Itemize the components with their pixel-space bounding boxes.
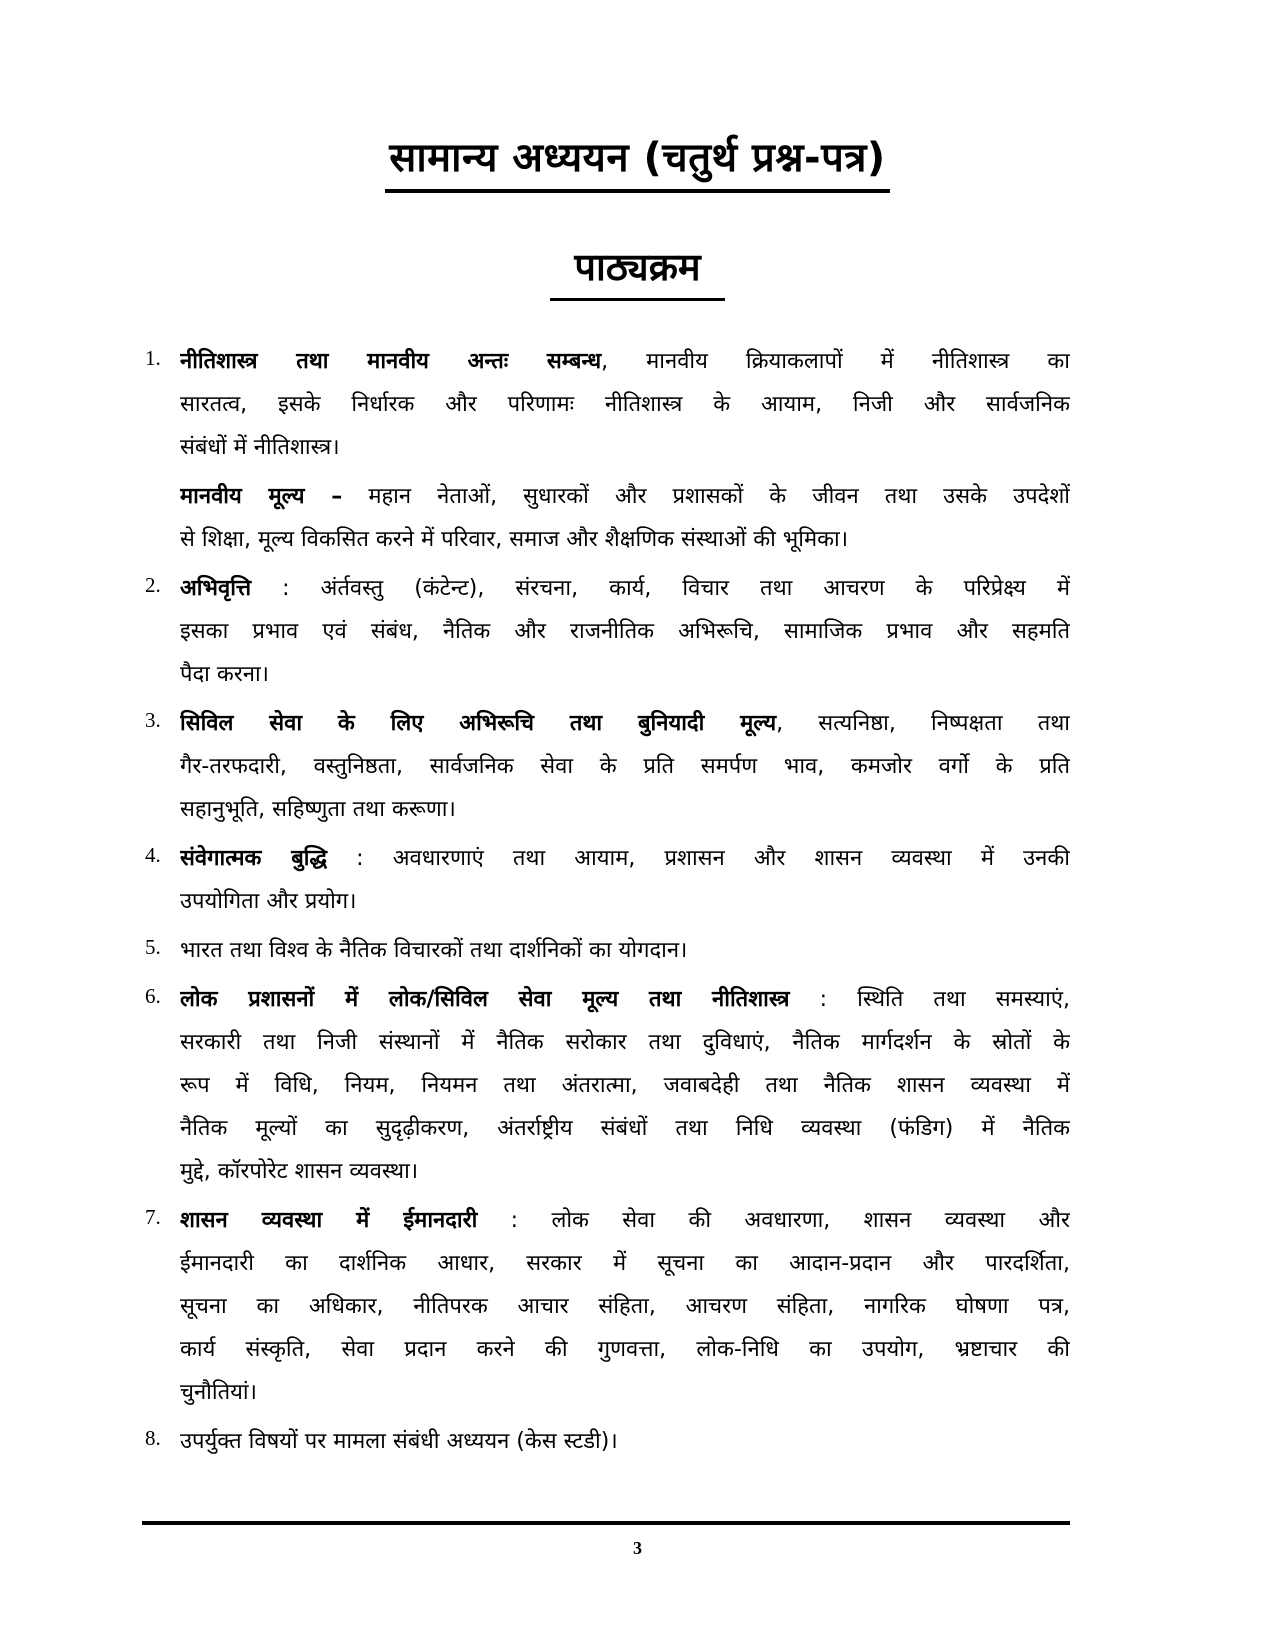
bold-topic: संवेगात्मक बुद्धि [180,846,328,871]
text-line [180,702,1070,745]
document-title-wrap [0,128,1275,193]
line-text: गैर-तरफदारी, वस्तुनिष्ठता, सार्वजनिक सेवा के प्रति समर्पण भाव, कमजोर वर्गो के प्रति [180,754,1070,779]
text-line [180,610,1070,653]
text-line [180,1285,1070,1328]
item-body [180,978,1070,1193]
item-body [180,340,1070,469]
line-text: , सत्यनिष्ठा, निष्पक्षता तथा [776,711,1070,736]
text-line [180,1107,1070,1150]
line-text: सहानुभूति, सहिष्णुता तथा करूणा। [180,797,456,822]
item-number: 6. [145,984,161,1008]
item-body [180,702,1070,831]
line-text: उपर्युक्त विषयों पर मामला संबंधी अध्ययन (केस स्टडी)। [180,1429,618,1454]
text-line [180,1420,1070,1463]
bold-topic: शासन व्यवस्था में ईमानदारी [180,1208,478,1233]
line-text: इसका प्रभाव एवं संबंध, नैतिक और राजनीतिक अभिरूचि, सामाजिक प्रभाव और सहमति [180,619,1070,644]
item-number: 8. [145,1426,161,1450]
line-text: ईमानदारी का दार्शनिक आधार, सरकार में सूचना का आदान-प्रदान और पारदर्शिता, [180,1251,1070,1276]
line-text: : स्थिति तथा समस्याएं, [789,987,1070,1012]
text-line [180,567,1070,610]
item-number: 3. [145,708,161,732]
line-text: सारतत्व, इसके निर्धारक और परिणामः नीतिशास्त्र के आयाम, निजी और सार्वजनिक [180,392,1070,417]
line-text: महान नेताओं, सुधारकों और प्रशासकों के जीवन तथा उसके उपदेशों [342,484,1070,509]
bold-topic: अभिवृत्ति [180,576,252,601]
text-line [180,1199,1070,1242]
syllabus-list [145,340,1070,1469]
syllabus-item [145,1199,1070,1414]
text-line [180,1328,1070,1371]
text-line [180,788,1070,831]
bold-topic: लोक प्रशासनों में लोक/सिविल सेवा मूल्य तथा नीतिशास्त्र [180,987,790,1012]
item-number: 2. [145,573,161,597]
syllabus-item [145,837,1070,923]
bold-topic: सिविल सेवा के लिए अभिरूचि तथा बुनियादी मूल्य [180,711,777,736]
syllabus-item [145,340,1070,561]
syllabus-heading-wrap [0,240,1275,301]
line-text: : लोक सेवा की अवधारणा, शासन व्यवस्था और [477,1208,1070,1233]
line-text: , मानवीय क्रियाकलापों में नीतिशास्त्र का [601,349,1070,374]
text-line [180,383,1070,426]
document-title: सामान्य अध्ययन (चतुर्थ प्रश्न-पत्र) [385,128,889,193]
text-line [180,653,1070,696]
text-line [180,518,1070,561]
item-number: 5. [145,935,161,959]
line-text: कार्य संस्कृति, सेवा प्रदान करने की गुणवत्ता, लोक-निधि का उपयोग, भ्रष्टाचार की [180,1337,1070,1362]
line-text: रूप में विधि, नियम, नियमन तथा अंतरात्मा, जवाबदेही तथा नैतिक शासन व्यवस्था में [180,1073,1070,1098]
line-text: पैदा करना। [180,662,270,687]
text-line [180,426,1070,469]
item-body [180,1199,1070,1414]
text-line [180,1064,1070,1107]
syllabus-item [145,567,1070,696]
line-text: से शिक्षा, मूल्य विकसित करने में परिवार, समाज और शैक्षणिक संस्थाओं की भूमिका। [180,527,849,552]
syllabus-item [145,929,1070,972]
item-number: 1. [145,346,161,370]
line-text: उपयोगिता और प्रयोग। [180,889,357,914]
item-body [180,1420,1070,1463]
syllabus-item [145,702,1070,831]
bold-topic: नीतिशास्त्र तथा मानवीय अन्तः सम्बन्ध [180,349,602,374]
item-subparagraph [180,475,1070,561]
text-line [180,1371,1070,1414]
text-line [180,745,1070,788]
line-text: सूचना का अधिकार, नीतिपरक आचार संहिता, आचरण संहिता, नागरिक घोषणा पत्र, [180,1294,1070,1319]
line-text: सरकारी तथा निजी संस्थानों में नैतिक सरोकार तथा दुविधाएं, नैतिक मार्गदर्शन के स्रोतों के [180,1030,1070,1055]
syllabus-heading: पाठ्यक्रम [550,240,724,301]
line-text: भारत तथा विश्व के नैतिक विचारकों तथा दार्शनिकों का योगदान। [180,938,688,963]
line-text: संबंधों में नीतिशास्त्र। [180,435,340,460]
item-number: 7. [145,1205,161,1229]
line-text: नैतिक मूल्यों का सुदृढ़ीकरण, अंतर्राष्ट्रीय संबंधों तथा निधि व्यवस्था (फंडिग) में नैतिक [180,1116,1070,1141]
footer-rule [142,1521,1070,1525]
syllabus-item [145,1420,1070,1463]
line-text: : अवधारणाएं तथा आयाम, प्रशासन और शासन व्यवस्था में उनकी [327,846,1070,871]
text-line [180,880,1070,923]
line-text: : अंर्तवस्तु (कंटेन्ट), संरचना, कार्य, विचार तथा आचरण के परिप्रेक्ष्य में [251,576,1070,601]
syllabus-item [145,978,1070,1193]
text-line [180,1150,1070,1193]
line-text: चुनौतियां। [180,1380,257,1405]
item-body [180,837,1070,923]
text-line [180,929,1070,972]
line-text: मुद्दे, कॉरपोरेट शासन व्यवस्था। [180,1159,419,1184]
text-line [180,475,1070,518]
text-line [180,837,1070,880]
text-line [180,1021,1070,1064]
page-number: 3 [633,1538,642,1558]
item-body [180,567,1070,696]
item-body [180,929,1070,972]
text-line [180,340,1070,383]
text-line [180,1242,1070,1285]
item-number: 4. [145,843,161,867]
text-line [180,978,1070,1021]
bold-topic: मानवीय मूल्य – [180,484,343,509]
